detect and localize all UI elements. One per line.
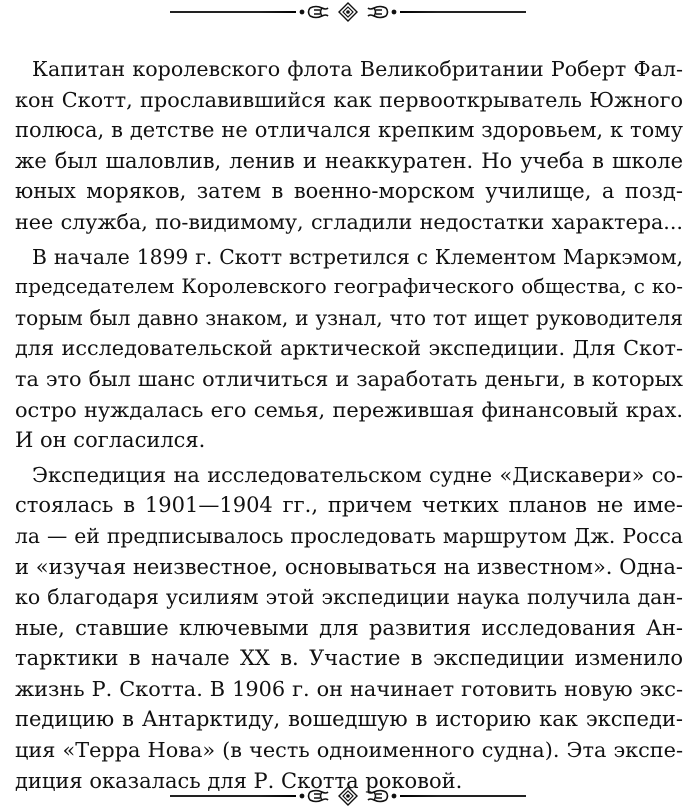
text-line: торым был давно знаком, и узнал, что тот ищет руководителя — [15, 305, 683, 330]
text-line: кон Скотт, прославившийся как первооткрыватель Южного — [15, 87, 683, 112]
divider-rule-left — [170, 795, 296, 797]
scroll-divider-ornament-icon — [296, 786, 400, 806]
text-line: диция оказалась для Р. Скотта роковой. — [15, 768, 463, 793]
divider-rule-right — [400, 795, 526, 797]
top-ornament-divider — [170, 0, 526, 24]
text-line: И он согласился. — [15, 428, 206, 453]
text-line: Экспедиция на исследовательском судне «Дискавери» со- — [32, 462, 683, 487]
text-line: В начале 1899 г. Скотт встретился с Клементом Маркэмом, — [32, 244, 683, 269]
text-line: ко благодаря усилиям этой экспедиции наука получила дан- — [15, 585, 683, 610]
paragraph-2 — [15, 242, 683, 456]
text-line: стоялась в 1901—1904 гг., причем четких планов не име- — [15, 493, 683, 518]
text-line: же был шаловлив, ленив и неаккуратен. Но учеба в школе — [15, 148, 683, 173]
divider-rule-left — [170, 11, 296, 13]
text-line: председателем Королевского географического общества, с ко- — [15, 275, 683, 299]
text-line: полюса, в детстве не отличался крепким здоровьем, к тому — [15, 118, 683, 143]
scroll-divider-ornament-icon — [296, 2, 400, 22]
text-line: для исследовательской арктической экспедиции. Для Скот- — [15, 336, 683, 361]
text-line: та это был шанс отличиться и заработать деньги, в которых — [15, 366, 683, 391]
text-line: остро нуждалась его семья, пережившая финансовый крах. — [15, 397, 683, 422]
bottom-ornament-divider — [170, 784, 526, 808]
paragraph-3 — [15, 460, 683, 797]
text-line: и «изучая неизвестное, основываться на известном». Одна- — [15, 554, 683, 579]
text-line: ла — ей предписывалось проследовать маршрутом Дж. Росса — [15, 523, 683, 548]
text-line: ция «Терра Нова» (в честь одноименного судна). Эта экспе- — [15, 738, 683, 763]
text-line: нее служба, по-видимому, сгладили недостатки характера... — [15, 209, 683, 234]
divider-rule-right — [400, 11, 526, 13]
text-line: Капитан королевского флота Великобритании Роберт Фал- — [32, 57, 683, 81]
text-line: юных моряков, затем в военно-морском училище, а позд- — [15, 179, 683, 204]
body-text — [15, 54, 683, 800]
text-line: жизнь Р. Скотта. В 1906 г. он начинает готовить новую экс- — [15, 676, 683, 701]
text-line: тарктики в начале XX в. Участие в экспедиции изменило — [15, 646, 683, 671]
paragraph-1 — [15, 54, 683, 238]
text-line: педицию в Антарктиду, вошедшую в историю как экспеди- — [15, 707, 683, 732]
text-line: ные, ставшие ключевыми для развития исследования Ан- — [15, 615, 683, 640]
